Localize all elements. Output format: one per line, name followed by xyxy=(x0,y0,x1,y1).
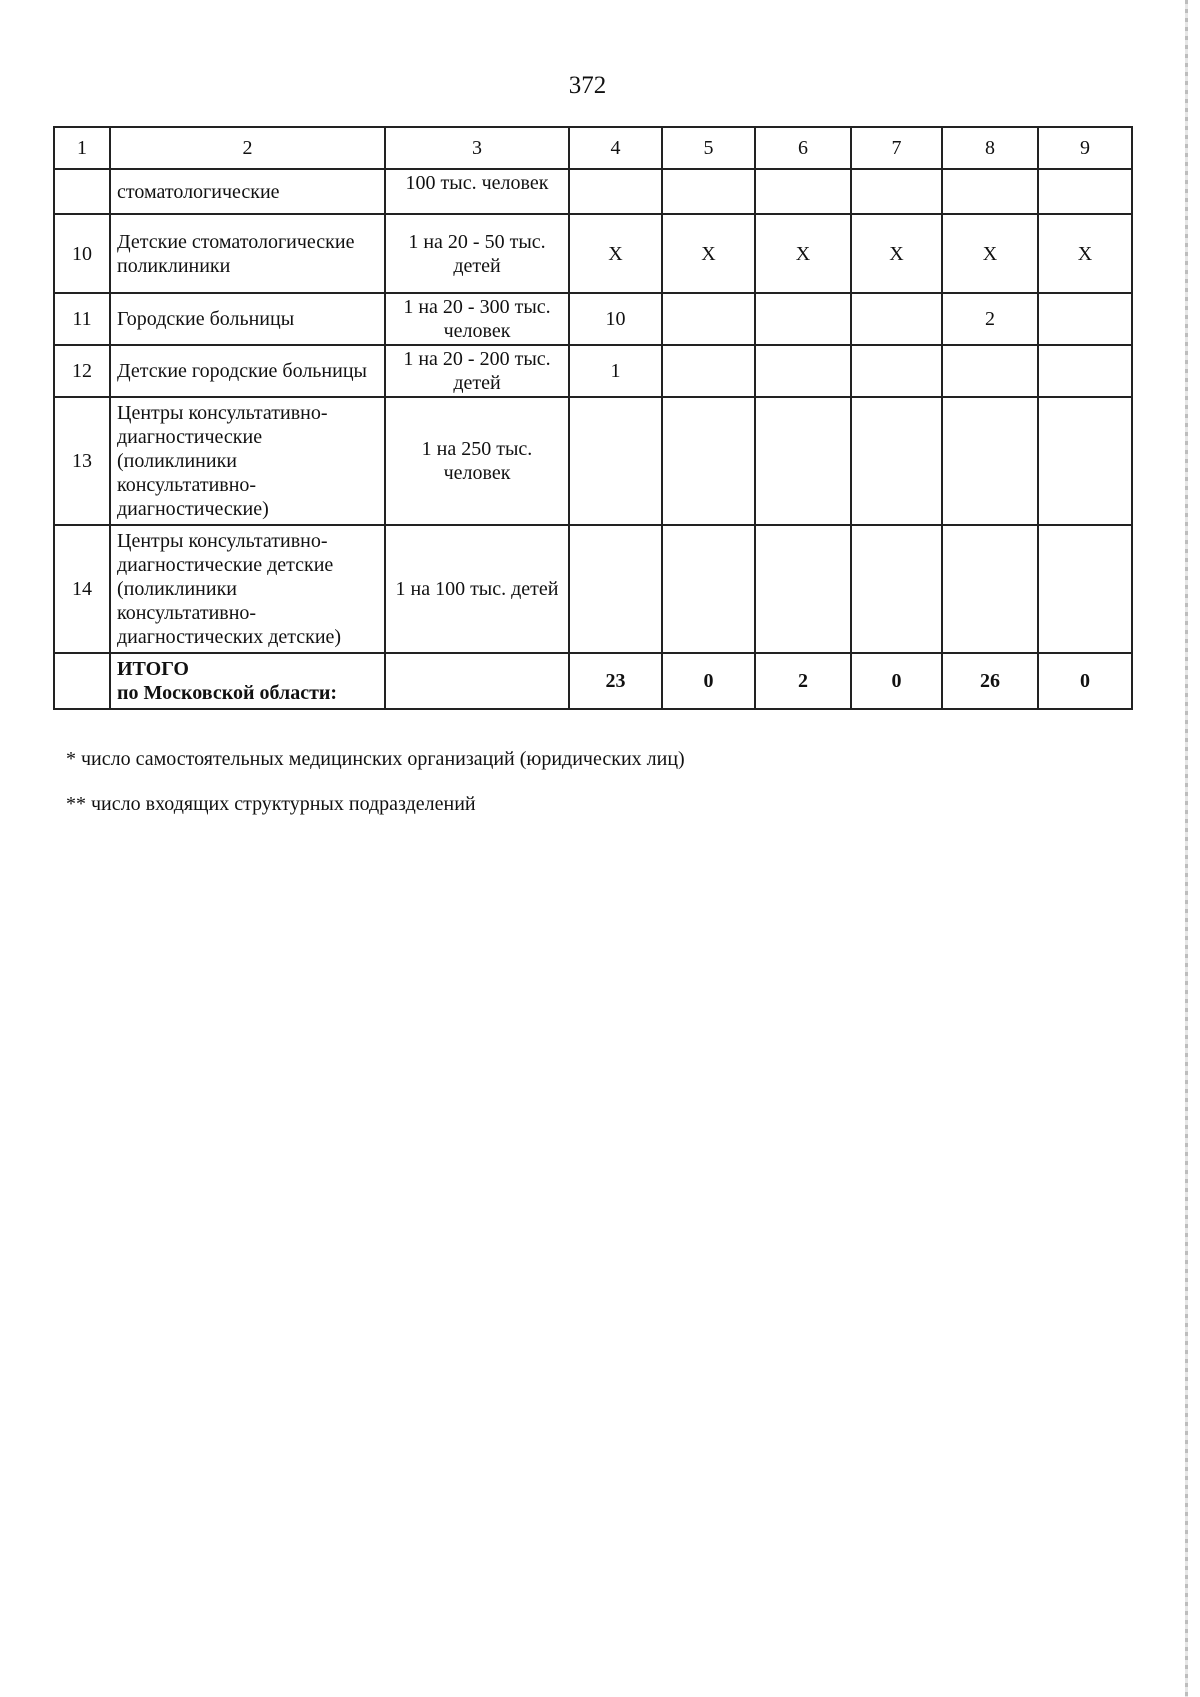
table-row xyxy=(54,345,1132,397)
facilities-table xyxy=(53,126,1133,710)
table-row xyxy=(54,525,1132,653)
value-cell xyxy=(662,169,755,214)
value-cell xyxy=(1038,345,1132,397)
value-cell xyxy=(755,293,851,345)
facility-type: стоматологические xyxy=(110,169,385,214)
column-header: 5 xyxy=(662,127,755,169)
value-cell xyxy=(569,397,662,525)
table-header-row xyxy=(54,127,1132,169)
value-cell xyxy=(755,345,851,397)
value-cell: X xyxy=(755,214,851,293)
value-cell: 1 xyxy=(569,345,662,397)
facility-type: Центры консультативно-диагностические (поликлиники консультативно-диагностические) xyxy=(110,397,385,525)
value-cell: 10 xyxy=(569,293,662,345)
value-cell: X xyxy=(569,214,662,293)
value-cell xyxy=(1038,169,1132,214)
value-cell: X xyxy=(942,214,1038,293)
table-row xyxy=(54,397,1132,525)
value-cell xyxy=(569,169,662,214)
column-header: 4 xyxy=(569,127,662,169)
row-number: 13 xyxy=(54,397,110,525)
row-number: 14 xyxy=(54,525,110,653)
value-cell xyxy=(851,169,942,214)
value-cell xyxy=(1038,397,1132,525)
total-value: 0 xyxy=(662,653,755,709)
total-row xyxy=(54,653,1132,709)
total-value: 2 xyxy=(755,653,851,709)
value-cell xyxy=(1038,293,1132,345)
column-header: 8 xyxy=(942,127,1038,169)
norm: 1 на 20 - 50 тыс. детей xyxy=(385,214,569,293)
column-header: 1 xyxy=(54,127,110,169)
norm xyxy=(385,653,569,709)
value-cell xyxy=(942,169,1038,214)
total-value: 23 xyxy=(569,653,662,709)
value-cell xyxy=(851,525,942,653)
footnotes xyxy=(66,748,685,838)
row-number: 10 xyxy=(54,214,110,293)
table-row xyxy=(54,169,1132,214)
table-row xyxy=(54,214,1132,293)
value-cell xyxy=(851,397,942,525)
norm: 1 на 20 - 200 тыс. детей xyxy=(385,345,569,397)
value-cell xyxy=(942,397,1038,525)
total-subtitle: по Московской области: xyxy=(117,682,338,704)
value-cell xyxy=(755,525,851,653)
row-number: 11 xyxy=(54,293,110,345)
value-cell xyxy=(662,345,755,397)
norm: 100 тыс. человек xyxy=(385,169,569,214)
total-value: 26 xyxy=(942,653,1038,709)
footnote-legal-entities: * число самостоятельных медицинских организаций (юридических лиц) xyxy=(66,748,685,770)
value-cell: X xyxy=(1038,214,1132,293)
column-header: 7 xyxy=(851,127,942,169)
facility-type: Детские городские больницы xyxy=(110,345,385,397)
value-cell xyxy=(1038,525,1132,653)
facility-type: Детские стоматологические поликлиники xyxy=(110,214,385,293)
page-number: 372 xyxy=(568,72,607,99)
norm: 1 на 250 тыс. человек xyxy=(385,397,569,525)
scan-edge-line xyxy=(1185,0,1188,1697)
value-cell xyxy=(662,525,755,653)
facility-type: Центры консультативно-диагностические детские (поликлиники консультативно-диагностических детские) xyxy=(110,525,385,653)
row-number: 12 xyxy=(54,345,110,397)
total-value: 0 xyxy=(1038,653,1132,709)
value-cell xyxy=(662,397,755,525)
total-title: ИТОГО xyxy=(117,658,189,680)
value-cell xyxy=(755,397,851,525)
column-header: 6 xyxy=(755,127,851,169)
norm: 1 на 100 тыс. детей xyxy=(385,525,569,653)
value-cell xyxy=(569,525,662,653)
column-header: 2 xyxy=(110,127,385,169)
row-number xyxy=(54,169,110,214)
value-cell xyxy=(755,169,851,214)
column-header: 3 xyxy=(385,127,569,169)
column-header: 9 xyxy=(1038,127,1132,169)
value-cell xyxy=(851,345,942,397)
total-value: 0 xyxy=(851,653,942,709)
value-cell xyxy=(942,525,1038,653)
value-cell xyxy=(851,293,942,345)
value-cell xyxy=(662,293,755,345)
table-row xyxy=(54,293,1132,345)
value-cell: 2 xyxy=(942,293,1038,345)
row-number xyxy=(54,653,110,709)
footnote-subdivisions: ** число входящих структурных подразделений xyxy=(66,793,476,815)
total-label xyxy=(110,653,385,709)
value-cell: X xyxy=(851,214,942,293)
facility-type: Городские больницы xyxy=(110,293,385,345)
norm: 1 на 20 - 300 тыс. человек xyxy=(385,293,569,345)
value-cell: X xyxy=(662,214,755,293)
value-cell xyxy=(942,345,1038,397)
